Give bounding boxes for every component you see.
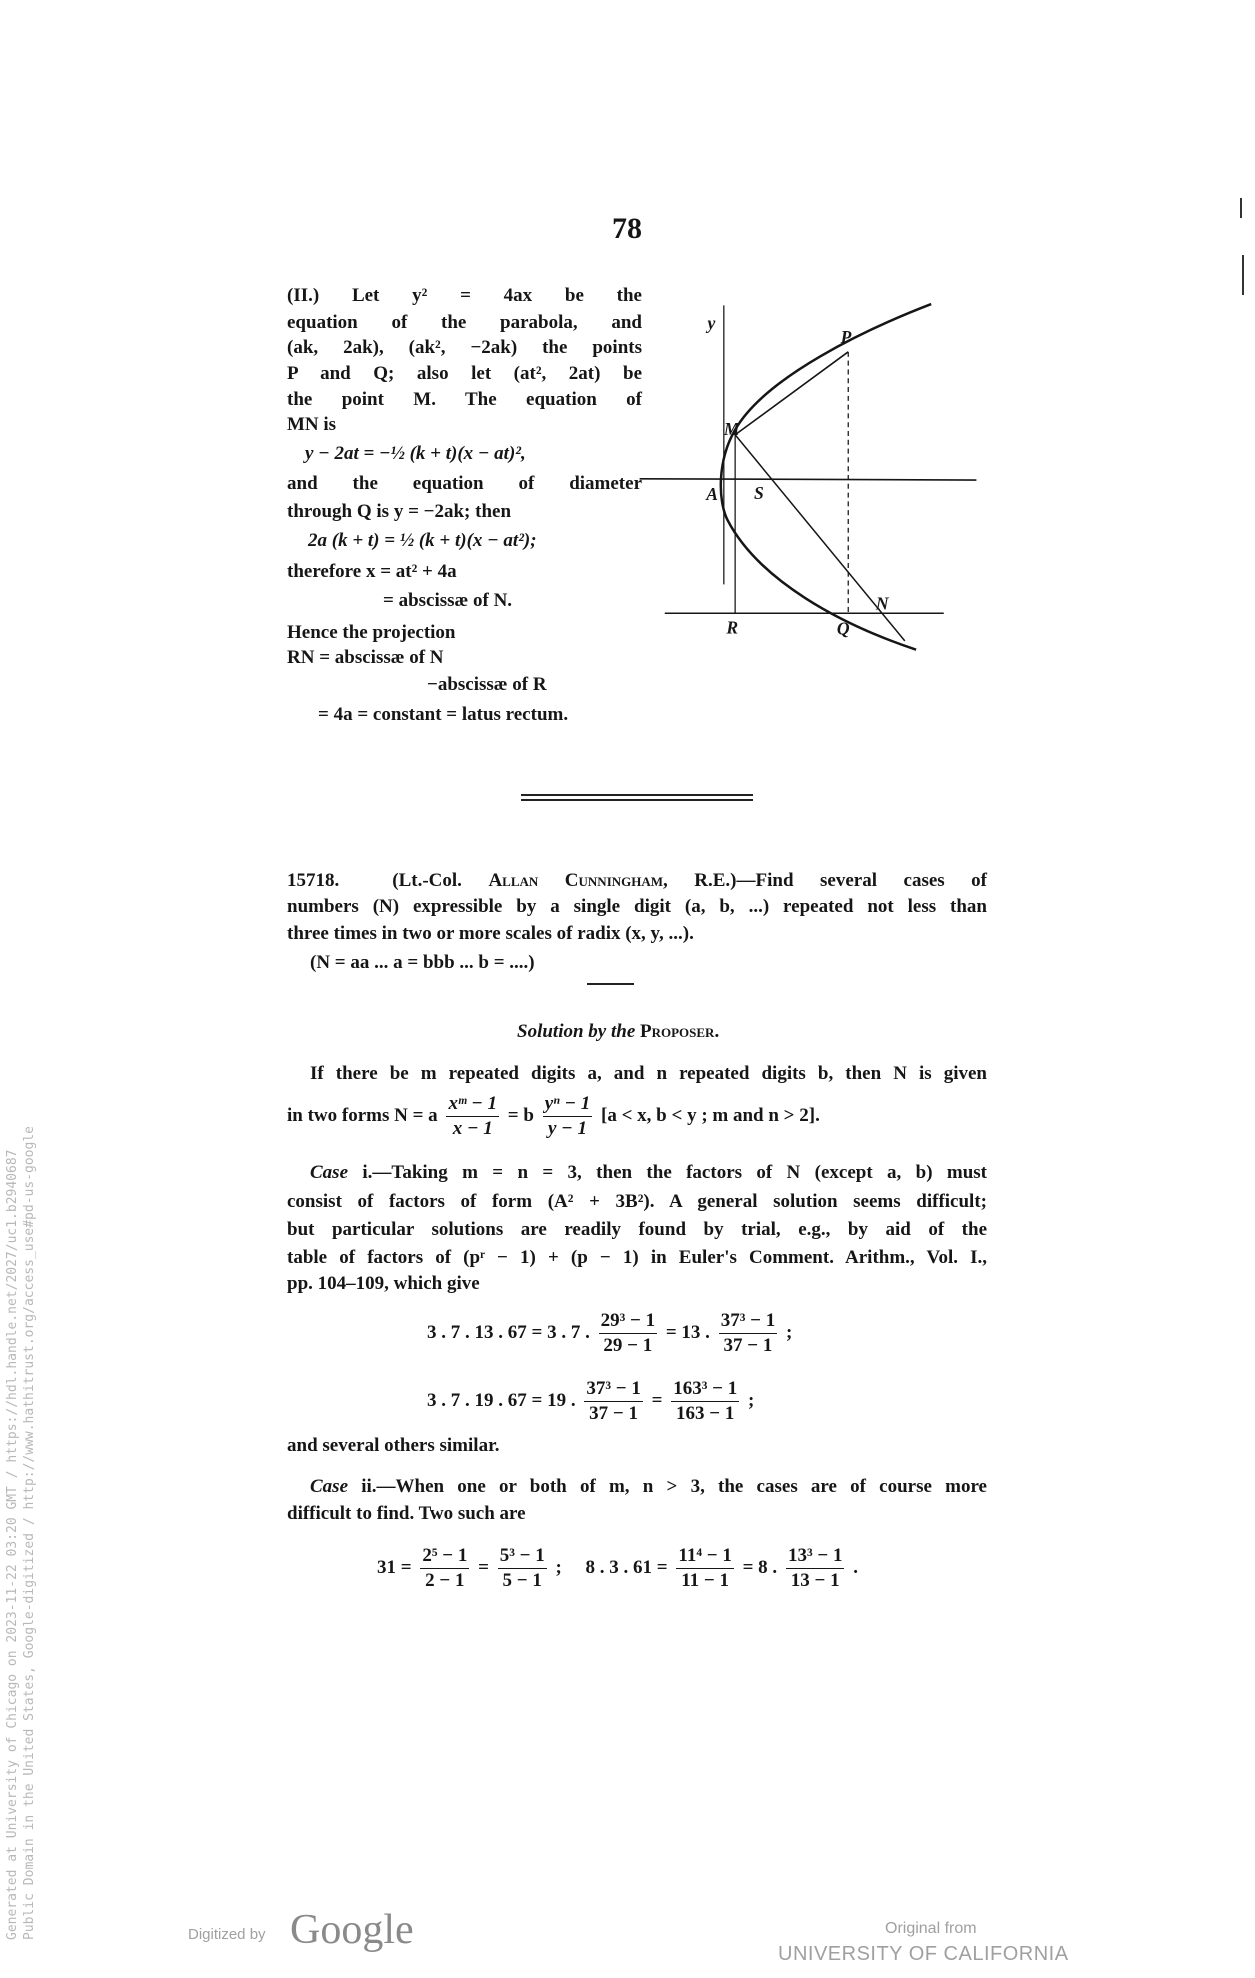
numerator: 37³ − 1 [719,1309,778,1334]
solution-intro [310,1062,987,1086]
text: = 13 . [665,1321,710,1343]
short-rule [587,983,634,985]
section-divider [521,799,753,801]
text: (Lt.-Col. [392,870,489,891]
original-from-label: Original from [885,1920,977,1937]
numerator: 2⁵ − 1 [420,1544,469,1569]
fraction [543,1092,593,1141]
fraction [719,1309,778,1358]
label-s: S [753,482,764,503]
text: ; [747,1389,755,1411]
denominator: x − 1 [452,1118,493,1139]
case-i-conclusion: and several others similar. [287,1435,500,1456]
author-name: Allan Cunningham [488,870,664,891]
text: = 8 . [742,1556,778,1578]
text: i.—Taking m = n = 3, then the factors of N (except a, b) must [348,1162,987,1183]
denominator: 163 − 1 [676,1403,735,1424]
text: in two forms N = a [287,1104,438,1126]
case-i-line [310,1161,987,1185]
question-number: 15718. [287,870,340,891]
numerator: 37³ − 1 [584,1377,643,1402]
label-n: N [875,593,889,614]
scan-edge-mark [1240,198,1242,218]
fraction [676,1544,733,1593]
equation-1 [427,1309,792,1358]
fraction [446,1092,499,1141]
label-r: R [726,617,739,638]
denominator: 11 − 1 [681,1570,729,1591]
x-axis [640,479,977,480]
fraction [786,1544,845,1593]
denominator: 13 − 1 [790,1570,840,1591]
numerator: yⁿ − 1 [543,1092,593,1117]
text-line: = 4a = constant = latus rectum. [318,704,569,725]
text: = [651,1389,663,1411]
text-line: therefore x = at² + 4a [287,561,457,582]
equation-diameter: 2a (k + t) = ½ (k + t)(x − at²); [308,530,537,551]
watermark-line: Generated at University of Chicago on 2023-11-22 03:20 GMT / https://hdl.handle.net/2027/uc1.b2940687 [5,1149,20,1940]
chord-mp [735,352,848,435]
solution-heading [517,1020,719,1044]
text-line: through Q is y = −2ak; then [287,501,512,522]
denominator: 5 − 1 [502,1570,542,1591]
case-i-line: table of factors of (pʳ − 1) + (p − 1) in Euler's Comment. Arithm., Vol. I., [287,1247,987,1268]
numerator: 163³ − 1 [671,1377,739,1402]
fraction [599,1309,658,1358]
denominator: 29 − 1 [603,1335,653,1356]
denominator: 37 − 1 [723,1335,773,1356]
digitized-by-label: Digitized by [188,1926,266,1943]
text: [a < x, b < y ; m and n > 2]. [601,1104,820,1126]
fraction [671,1377,739,1426]
question-line: three times in two or more scales of radix (x, y, ...). [287,923,694,944]
text: 3 . 7 . 19 . 67 = 19 . [427,1389,576,1411]
case-i-line: pp. 104–109, which give [287,1273,480,1294]
text: Solution by the [517,1021,640,1042]
text-line: Hence the projection [287,622,456,643]
text-line: MN is [287,414,337,435]
page-number: 78 [612,212,642,245]
case-label: Case [310,1476,348,1497]
label-m: M [723,418,740,439]
label-q: Q [836,618,850,639]
fraction [498,1544,547,1593]
label-y: y [707,313,716,334]
numerator: 11⁴ − 1 [676,1544,733,1569]
equation-mn: y − 2at = −½ (k + t)(x − at)², [305,443,526,464]
section-divider [521,794,753,796]
question-line: numbers (N) expressible by a single digit (a, b, ...) repeated not less than [287,896,987,917]
denominator: 2 − 1 [425,1570,465,1591]
equation-two-forms [287,1092,820,1141]
text: ; [785,1321,793,1343]
label-a: A [706,484,718,505]
numerator: 5³ − 1 [498,1544,547,1569]
text-line: RN = abscissæ of N [287,647,444,668]
case-ii-line: difficult to find. Two such are [287,1503,526,1524]
text-line: (II.) Let y² = 4ax be the [287,285,642,306]
case-label: Case [310,1162,348,1183]
case-ii-line [310,1475,987,1499]
denominator: y − 1 [548,1118,587,1139]
question-line [287,869,987,893]
parabola-curve [721,304,931,650]
text-line: equation of the parabola, and [287,312,642,333]
text-line: −abscissæ of R [427,674,547,695]
text-line: P and Q; also let (at², 2at) be [287,363,642,384]
text: = [478,1556,489,1578]
numerator: 13³ − 1 [786,1544,845,1569]
text: 31 = [377,1556,412,1578]
scan-edge-mark [1242,255,1244,295]
text: , R.E.)—Find several cases of [663,870,988,891]
watermark-line: Public Domain in the United States, Google-digitized / http://www.hathitrust.org/access_use#pd-us-google [22,1126,37,1940]
label-p: P [840,327,852,348]
question-line: (N = aa ... a = bbb ... b = ....) [310,952,535,973]
text: 3 . 7 . 13 . 67 = 3 . 7 . [427,1321,590,1343]
hathitrust-watermark [4,1126,38,1940]
text-line: the point M. The equation of [287,389,642,410]
case-i-line: but particular solutions are readily found by trial, e.g., by aid of the [287,1219,987,1240]
denominator: 37 − 1 [589,1403,638,1424]
numerator: 29³ − 1 [599,1309,658,1334]
case-i-line: consist of factors of form (A² + 3B²). A general solution seems difficult; [287,1191,987,1212]
text: ; 8 . 3 . 61 = [555,1556,668,1578]
equation-2 [427,1377,754,1426]
fraction [420,1544,469,1593]
numerator: xᵐ − 1 [446,1092,499,1117]
text: If there be m repeated digits a, and n repeated digits b, then N is given [310,1063,987,1084]
google-logo: Google [290,1907,414,1953]
institution-name: UNIVERSITY OF CALIFORNIA [778,1943,1069,1965]
text: = b [507,1104,534,1126]
parabola-diagram [627,289,979,666]
text-line: = abscissæ of N. [383,590,513,611]
text: Proposer. [640,1021,720,1042]
equation-3 [377,1544,858,1593]
text: ii.—When one or both of m, n > 3, the cases are of course more [348,1476,987,1497]
text: . [853,1556,858,1578]
fraction [584,1377,643,1426]
text-line: and the equation of diameter [287,473,642,494]
text-line: (ak, 2ak), (ak², −2ak) the points [287,337,642,358]
